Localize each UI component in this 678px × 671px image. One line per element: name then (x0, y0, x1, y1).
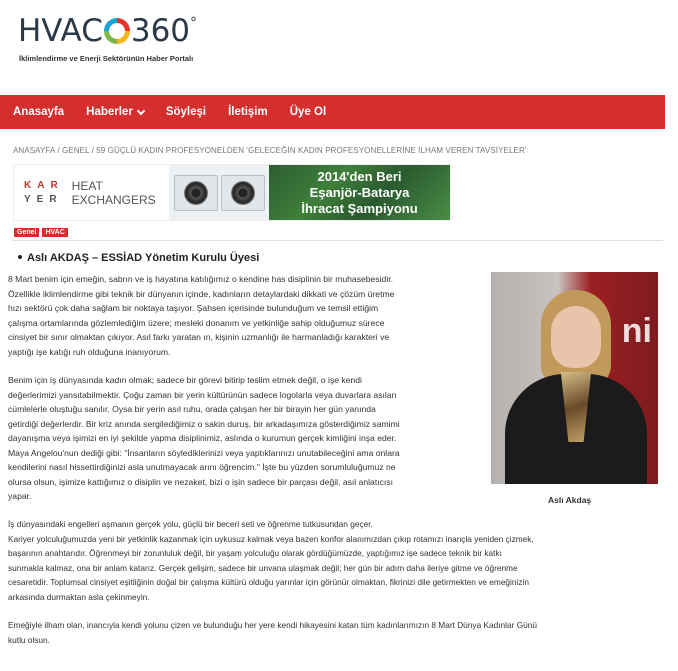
banner-product: HEAT EXCHANGERS (71, 178, 156, 207)
logo-wordmark: HVAC 360° (18, 13, 198, 49)
banner-brand (14, 165, 169, 220)
article-line: cinsiyet bir sınır olmaktan çıkıyor. Asıl farkı yaratan ın, kişinin uzmanlığı ile harmanladığı karakteri ve (8, 332, 390, 342)
tag-genel[interactable]: Genel (14, 228, 39, 237)
article-line: Özellikle iklimlendirme gibi teknik bir dünyanın içinde, kadınların detaylardaki dikkati ve çözüm üretme (8, 288, 395, 299)
banner-product-image (169, 165, 269, 220)
article-line: cümlelerle oluştuğu sanılır. Oysa bir yerin asıl ruhu, orada çalışan her bir birayin her gün yanında (8, 404, 376, 414)
nav-item-uye-ol[interactable]: Üye Ol (289, 106, 327, 118)
breadcrumb[interactable]: ANASAYFA / GENEL / 59 GÜÇLÜ KADIN PROFESYONELDEN 'GELECEĞİN KADIN PROFESYONELLERİNE İLHAM VEREN TAVSİYELER' (13, 146, 527, 155)
bullet-icon (18, 255, 22, 259)
article-line: arkasında durmaktan asla çekinmeyin. (8, 591, 150, 602)
article-line: 8 Mart benim için emeğin, sabrın ve iş hayatına katılığımız o kendine has disiplinin bir muhasebesidir. (8, 274, 394, 284)
article-heading: Aslı AKDAŞ – ESSİAD Yönetim Kurulu Üyesi (18, 252, 259, 264)
author-photo: ni (491, 272, 658, 484)
article-line: başarının anahtarıdır. Öğrenmeyi bir zorunluluk değil, bir yaşam yolculuğu olarak gördüğümüzde, yaptığımız işe sadece teknik bir katkı (8, 548, 502, 558)
fan-unit-icon (174, 175, 218, 211)
nav-item-soylesi[interactable]: Söyleşi (165, 106, 207, 118)
article-line: olursa olsun, işimize kattığımız o disiplin ve nezaket, bizi o işin sadece bir parçası değil, asıl anlatıcısı (8, 476, 393, 487)
banner-brand-logo: KAR YER (24, 179, 64, 205)
article-line: Emeğiyle ilham olan, inancıyla kendi yolunu çizen ve bulunduğu her yere kendi hikayesini katan tüm kadınlarımızın 8 Mart Dünya Kadınlar Günü (8, 620, 537, 630)
article-line: yaptığı işe katığı ruh olduğuna inanıyorum. (8, 346, 171, 357)
nav-item-haberler[interactable]: Haberler (86, 106, 144, 118)
article-line: Benim için iş dünyasında kadın olmak; sadece bir görevi bitirip teslim etmek değil, o işe kendi (8, 375, 362, 385)
site-logo[interactable] (18, 6, 197, 63)
article-line: değerlerimizi yansıtabilmektir. Çoğu zaman bir yerin kültürünün sadece logolarla veya duvarlara asılan (8, 389, 397, 400)
article-line: kendilerini nasıl hissettirdiğinizi asla unutmayacak arını öğrencim." İşte bu yüzden sorumluluğumuz ne (8, 462, 396, 472)
category-tags (14, 228, 68, 237)
article-line: yapar. (8, 491, 32, 501)
article-line: kutlu olsun. (8, 634, 50, 645)
logo-ring-icon (104, 18, 130, 44)
article-line: hızı sektörü çok daha sağlam bir noktaya taşıyor. Şahsen içerisinde bulunduğum ve temsil ettiğim (8, 303, 379, 313)
photo-caption: Aslı Akdaş (548, 495, 592, 505)
main-nav (0, 95, 665, 129)
article-line: Kariyer yolculuğumuzda yeni bir yetkinlik kazanmak için uykusuz kalmak veya bazen konfor alanımızdan çıkıp rotamızı inançla yeniden çizmek, (8, 533, 534, 544)
article-line: sunmakla kalmaz, ona bir anlam katarız. Gerçek gelişim, sadece bir unvana ulaşmak değil; her gün bir adım daha ileriye gitme ve öğrenme (8, 562, 518, 573)
article-line: İş dünyasındaki engelleri aşmanın gerçek yolu, güçlü bir beceri seti ve öğrenme tutkusundan geçer. (8, 519, 373, 529)
site-tagline: İklimlendirme ve Enerji Sektörünün Haber Portalı (19, 54, 194, 63)
banner-slogan: 2014'den Beri Eşanjör-Batarya İhracat Şampiyonu (269, 165, 450, 220)
article-line: Maya Angelou'nun dediği gibi: "İnsanların söylediklerinizi veya yaptıklarınızı unutabileceğini ama onlara (8, 447, 400, 458)
nav-item-iletisim[interactable]: İletişim (228, 106, 268, 118)
nav-item-anasayfa[interactable]: Anasayfa (13, 106, 65, 118)
fan-unit-icon (221, 175, 265, 211)
article-line: cesaretidir. Toplumsal cinsiyet eşitliğinin doğal bir çalışma kültürü olduğu yarınlar için görünür olmaktan, fikrinizi dile getirmekten ve emeğinizin (8, 577, 529, 587)
chevron-down-icon (137, 106, 145, 114)
article-line: dayanışma veya işimizi en iyi şekilde yapma disiplinimiz, aslında o kurumun gerçek kimliğini inşa eder. (8, 433, 397, 443)
ad-banner[interactable] (13, 164, 451, 221)
article-line: çalışma ortamlarında gözlemlediğim üzere; mesleki donanım ve yetkinliğe sahip olduğumuz sürece (8, 317, 385, 328)
tag-hvac[interactable]: HVAC (42, 228, 67, 237)
divider (13, 240, 663, 241)
article-line: getirdiği değerlerdir. Bir kriz anında sergilediğimiz o sakin duruş, bir arkadaşımıza gösterdiğimiz samimi (8, 418, 400, 429)
